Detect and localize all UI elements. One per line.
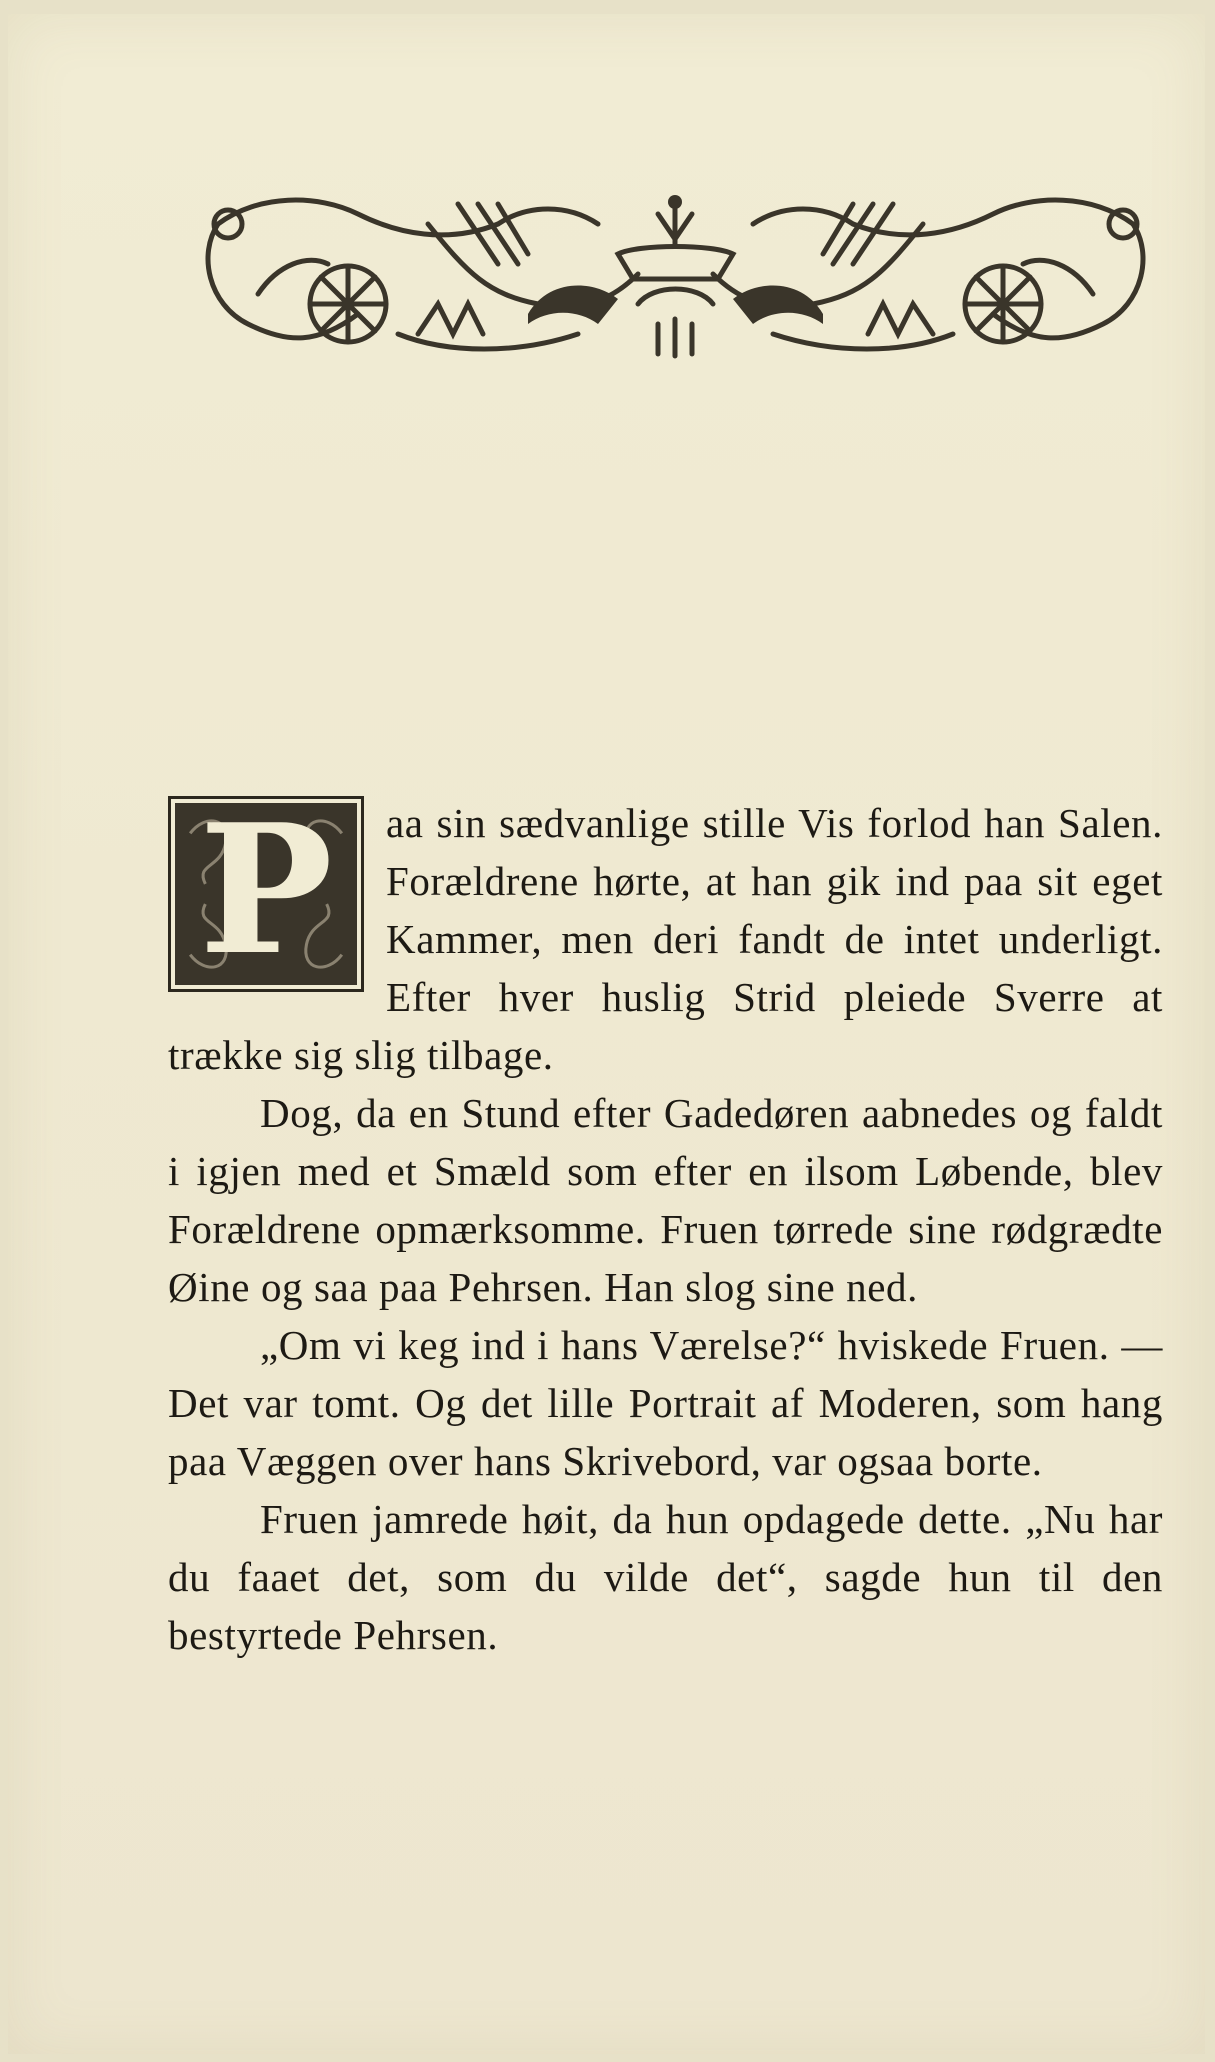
paragraph-3: „Om vi keg ind i hans Værelse?“ hviskede Fruen. — Det var tomt. Og det lille Portrait af Moderen, som hang paa Væggen over hans Skrivebord, var ogsaa borte.: [168, 1322, 1163, 1484]
dropcap-letter: P: [199, 785, 333, 994]
floral-ornament-icon: [198, 184, 1153, 364]
story-text: [168, 785, 1163, 1664]
dropcap-initial: [168, 785, 364, 994]
paragraph-4: Fruen jamrede høit, da hun opdagede dette. „Nu har du faaet det, som du vilde det“, sagde hun til den bestyrtede Pehrsen.: [168, 1496, 1163, 1658]
paragraph-2: Dog, da en Stund efter Gadedøren aabnedes og faldt i igjen med et Smæld som efter en ilsom Løbende, blev Forældrene opmærksomme. Fruen tørrede sine rødgrædte Øine og saa paa Pehrsen. Han slog sine ned.: [168, 1090, 1163, 1310]
book-page: [8, 14, 1205, 2054]
paragraph-1: aa sin sædvanlige stille Vis forlod han Salen. Forældrene hørte, at han gik ind paa sit eget Kammer, men deri fandt de intet underligt. Efter hver huslig Strid pleiede Sverre at trække sig slig tilbage.: [168, 800, 1163, 1078]
